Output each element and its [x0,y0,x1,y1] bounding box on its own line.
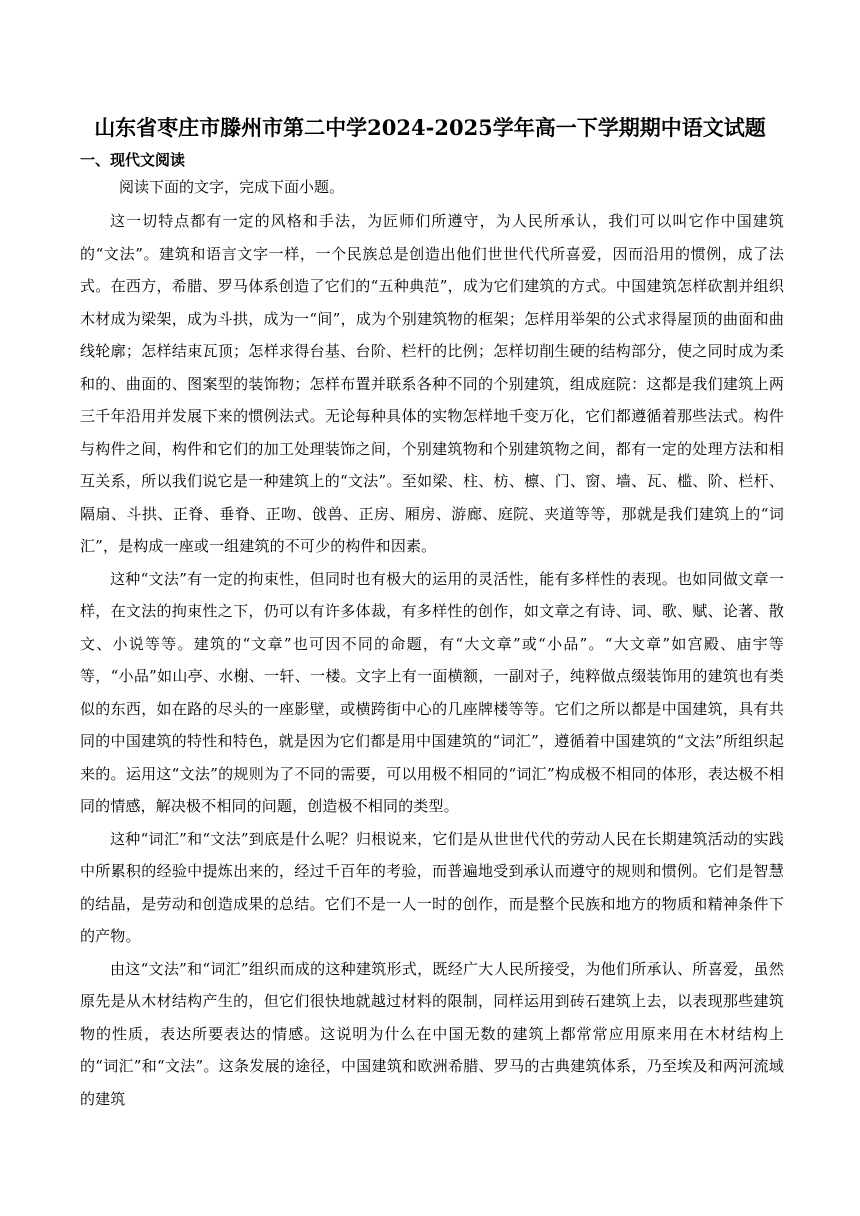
section-heading: 一、现代文阅读 [80,151,186,169]
passage-paragraph-4: 由这“文法”和“词汇”组织而成的这种建筑形式，既经广大人民所接受，为他们所承认、所喜爱，虽然原先是从木材结构产生的，但它们很快地就越过材料的限制，同样运用到砖石建筑上去，以表现那些建筑物的性质，表达所要表达的情感。这说明为什么在中国无数的建筑上都常常应用原来用在木材结构上的“词汇”和“文法”。这条发展的途径，中国建筑和欧洲希腊、罗马的古典建筑体系，乃至埃及和两河流域的建筑 [80,959,784,1108]
reading-instruction: 阅读下面的文字，完成下面小题。 [119,178,345,196]
passage-paragraph-2: 这种“文法”有一定的拘束性，但同时也有极大的运用的灵活性，能有多样性的表现。也如同做文章一样，在文法的拘束性之下，仍可以有许多体裁，有多样性的创作，如文章之有诗、词、歌、赋、论著、散文、小说等等。建筑的“文章”也可因不同的命题，有“大文章”或“小品”。“大文章”如宫殿、庙宇等等，“小品”如山亭、水榭、一轩、一楼。文字上有一面横额，一副对子，纯粹做点缀装饰用的建筑也有类似的东西，如在路的尽头的一座影壁，或横跨街中心的几座牌楼等等。它们之所以都是中国建筑，具有共同的中国建筑的特性和特色，就是因为它们都是用中国建筑的“词汇”，遵循着中国建筑的“文法”所组织起来的。运用这“文法”的规则为了不同的需要，可以用极不相同的“词汇”构成极不相同的体形，表达极不相同的情感，解决极不相同的问题，创造极不相同的类型。 [80,569,784,815]
passage-paragraph-3: 这种“词汇”和“文法”到底是什么呢？归根说来，它们是从世世代代的劳动人民在长期建筑活动的实践中所累积的经验中提炼出来的，经过千百年的考验，而普遍地受到承认而遵守的规则和惯例。它们是智慧的结晶，是劳动和创造成果的总结。它们不是一人一时的创作，而是整个民族和地方的物质和精神条件下的产物。 [80,829,784,945]
passage-paragraph-1: 这一切特点都有一定的风格和手法，为匠师们所遵守，为人民所承认，我们可以叫它作中国建筑的“文法”。建筑和语言文字一样，一个民族总是创造出他们世世代代所喜爱，因而沿用的惯例，成了法式。在西方，希腊、罗马体系创造了它们的“五种典范”，成为它们建筑的方式。中国建筑怎样砍割并组织木材成为梁架，成为斗拱，成为一“间”，成为个别建筑物的框架；怎样用举架的公式求得屋顶的曲面和曲线轮廓；怎样结束瓦顶；怎样求得台基、台阶、栏杆的比例；怎样切削生硬的结构部分，使之同时成为柔和的、曲面的、图案型的装饰物；怎样布置并联系各种不同的个别建筑，组成庭院：这都是我们建筑上两三千年沿用并发展下来的惯例法式。无论每种具体的实物怎样地千变万化，它们都遵循着那些法式。构件与构件之间，构件和它们的加工处理装饰之间，个别建筑物和个别建筑物之间，都有一定的处理方法和相互关系，所以我们说它是一种建筑上的“文法”。至如梁、柱、枋、檩、门、窗、墙、瓦、槛、阶、栏杆、隔扇、斗拱、正脊、垂脊、正吻、戗兽、正房、厢房、游廊、庭院、夹道等等，那就是我们建筑上的“词汇”，是构成一座或一组建筑的不可少的构件和因素。 [80,212,784,555]
document-title: 山东省枣庄市滕州市第二中学2024-2025学年高一下学期期中语文试题 [94,115,766,140]
reading-passage [80,205,784,1115]
